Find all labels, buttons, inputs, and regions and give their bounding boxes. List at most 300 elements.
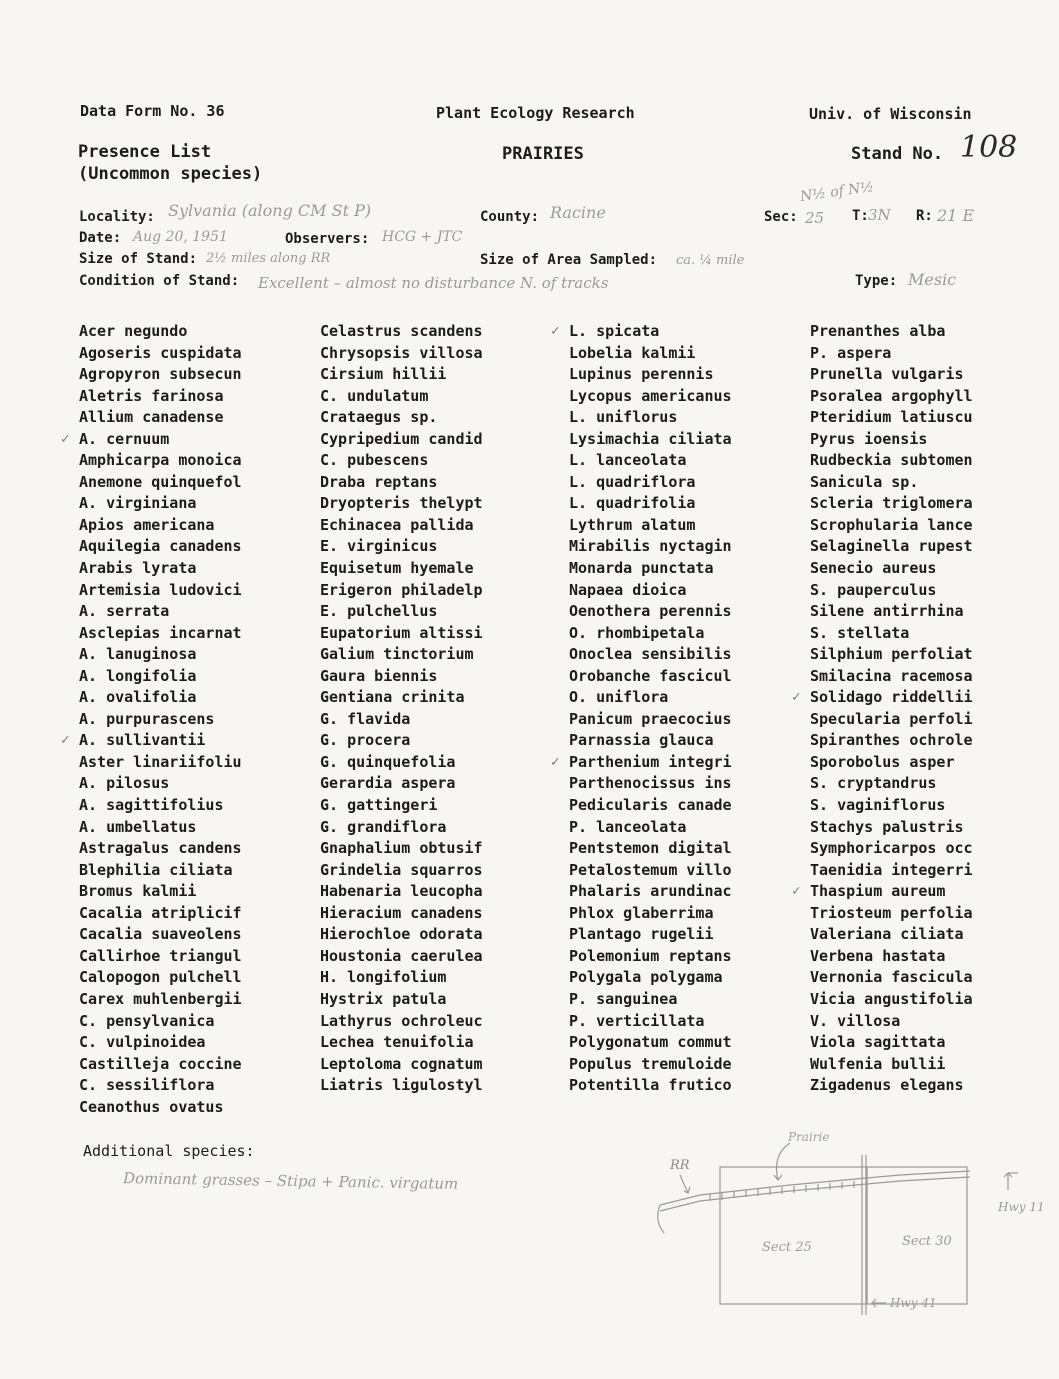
species-name: G. grandiflora: [320, 817, 447, 836]
species-item: [810, 558, 973, 580]
species-name: A. sullivantii: [79, 731, 206, 750]
species-name: V. villosa: [810, 1011, 901, 1030]
species-item: [810, 580, 973, 602]
species-item: [810, 752, 973, 774]
species-name: L. quadrifolia: [569, 494, 696, 513]
species-name: Habenaria leucopha: [320, 882, 483, 901]
species-item: [810, 838, 973, 860]
condition-value: Excellent – almost no disturbance N. of tracks: [258, 274, 609, 292]
species-name: Senecio aureus: [810, 559, 937, 578]
species-name: P. verticillata: [569, 1011, 705, 1030]
species-name: Crataegus sp.: [320, 408, 438, 427]
species-name: Galium tinctorium: [320, 645, 474, 664]
species-name: Oenothera perennis: [569, 602, 732, 621]
species-item: [320, 1032, 483, 1054]
species-name: Hieracium canadens: [320, 903, 483, 922]
species-name: Lechea tenuifolia: [320, 1033, 474, 1052]
species-name: Castilleja coccine: [79, 1054, 242, 1073]
species-name: Amphicarpa monoica: [79, 451, 242, 470]
species-name: Ceanothus ovatus: [79, 1097, 224, 1116]
species-item: [810, 623, 973, 645]
species-name: Pteridium latiuscu: [810, 408, 973, 427]
species-item: [79, 515, 242, 537]
species-item: [810, 429, 973, 451]
species-item: [79, 709, 242, 731]
hwy-bottom-label: Hwy 41: [890, 1296, 937, 1310]
species-name: Aster linariifoliu: [79, 752, 242, 771]
species-item: [79, 623, 242, 645]
species-item: [79, 472, 242, 494]
species-item: [79, 773, 242, 795]
species-item: [810, 1011, 973, 1033]
prairie-label: Prairie: [788, 1130, 830, 1144]
species-name: E. pulchellus: [320, 602, 438, 621]
species-item: [320, 752, 483, 774]
species-item: [79, 364, 242, 386]
species-name: Pedicularis canade: [569, 796, 732, 815]
species-name: Lobelia kalmii: [569, 343, 696, 362]
species-item: [79, 967, 242, 989]
species-item: [569, 924, 732, 946]
species-item: [79, 321, 242, 343]
species-item: [810, 989, 973, 1011]
species-name: S. stellata: [810, 623, 910, 642]
rr-label: RR: [670, 1158, 690, 1173]
species-item: [79, 536, 242, 558]
species-item: [320, 343, 483, 365]
checkmark-icon: ✓: [61, 430, 70, 447]
species-name: Populus tremuloide: [569, 1054, 732, 1073]
species-item: [569, 946, 732, 968]
species-item: [551, 752, 732, 774]
species-item: [320, 1011, 483, 1033]
species-item: [792, 687, 973, 709]
species-name: Zigadenus elegans: [810, 1076, 964, 1095]
species-item: [79, 817, 242, 839]
species-item: [320, 666, 483, 688]
species-item: [320, 903, 483, 925]
sect-25-label: Sect 25: [762, 1240, 812, 1255]
species-name: Lythrum alatum: [569, 515, 696, 534]
species-item: [810, 903, 973, 925]
species-item: [569, 386, 732, 408]
species-name: A. cernuum: [79, 429, 170, 448]
species-item: [320, 773, 483, 795]
species-item: [320, 472, 483, 494]
species-item: [810, 1054, 973, 1076]
species-name: Agoseris cuspidata: [79, 343, 242, 362]
species-name: Plantago rugelii: [569, 925, 714, 944]
species-name: A. lanuginosa: [79, 645, 197, 664]
species-item: [320, 515, 483, 537]
species-name: G. procera: [320, 731, 411, 750]
county-label: County:: [480, 209, 540, 225]
species-name: Cacalia atriplicif: [79, 903, 242, 922]
species-item: [79, 343, 242, 365]
species-name: S. cryptandrus: [810, 774, 937, 793]
species-item: [569, 1054, 732, 1076]
species-name: Carex muhlenbergii: [79, 989, 242, 1008]
species-item: [569, 709, 732, 731]
species-item: [810, 666, 973, 688]
species-item: [320, 1075, 483, 1097]
species-item: [320, 450, 483, 472]
species-name: Scrophularia lance: [810, 515, 973, 534]
species-name: Apios americana: [79, 515, 215, 534]
species-name: Mirabilis nyctagin: [569, 537, 732, 556]
date-label: Date:: [79, 230, 122, 246]
species-item: [810, 1032, 973, 1054]
species-name: L. lanceolata: [569, 451, 687, 470]
species-item: [320, 967, 483, 989]
species-item: [810, 730, 973, 752]
species-name: C. vulpinoidea: [79, 1033, 206, 1052]
species-name: Valeriana ciliata: [810, 925, 964, 944]
species-name: Hierochloe odorata: [320, 925, 483, 944]
area-sampled-label: Size of Area Sampled:: [480, 252, 658, 268]
species-item: [569, 687, 732, 709]
species-name: Erigeron philadelp: [320, 580, 483, 599]
species-item: [810, 773, 973, 795]
location-sketch-map: [640, 1125, 1059, 1325]
species-name: A. virginiana: [79, 494, 197, 513]
species-item: [320, 364, 483, 386]
species-item: [320, 946, 483, 968]
township-label: T:: [852, 208, 869, 224]
species-item: [569, 343, 732, 365]
species-name: Specularia perfoli: [810, 709, 973, 728]
species-item: [810, 1075, 973, 1097]
species-item: [320, 386, 483, 408]
checkmark-icon: ✓: [792, 883, 801, 900]
species-name: Vernonia fascicula: [810, 968, 973, 987]
species-name: Parnassia glauca: [569, 731, 714, 750]
species-name: Dryopteris thelypt: [320, 494, 483, 513]
species-name: Scleria triglomera: [810, 494, 973, 513]
species-item: [569, 515, 732, 537]
species-item: [320, 795, 483, 817]
species-name: Draba reptans: [320, 472, 438, 491]
species-column-1: [61, 321, 242, 1118]
species-name: Prunella vulgaris: [810, 365, 964, 384]
species-name: A. umbellatus: [79, 817, 197, 836]
species-name: A. serrata: [79, 602, 170, 621]
species-name: Smilacina racemosa: [810, 666, 973, 685]
species-name: Echinacea pallida: [320, 515, 474, 534]
form-number: Data Form No. 36: [80, 102, 225, 120]
species-item: [569, 644, 732, 666]
species-name: E. virginicus: [320, 537, 438, 556]
species-name: Asclepias incarnat: [79, 623, 242, 642]
species-item: [320, 601, 483, 623]
species-name: Agropyron subsecun: [79, 365, 242, 384]
locality-label: Locality:: [79, 209, 155, 225]
species-item: [569, 817, 732, 839]
species-item: [79, 450, 242, 472]
type-value: Mesic: [908, 270, 957, 289]
species-column-2: [320, 321, 483, 1097]
species-item: [79, 881, 242, 903]
species-name: Lysimachia ciliata: [569, 429, 732, 448]
species-item: [320, 623, 483, 645]
species-item: [320, 817, 483, 839]
species-name: P. lanceolata: [569, 817, 687, 836]
species-item: [810, 946, 973, 968]
species-item: [320, 558, 483, 580]
species-name: Phlox glaberrima: [569, 903, 714, 922]
species-name: Cirsium hillii: [320, 365, 447, 384]
species-name: G. gattingeri: [320, 796, 438, 815]
species-item: [320, 687, 483, 709]
observers-label: Observers:: [285, 231, 370, 247]
species-item: [79, 752, 242, 774]
species-item: [810, 795, 973, 817]
species-item: [320, 730, 483, 752]
species-item: [810, 709, 973, 731]
species-item: [569, 472, 732, 494]
species-name: Sanicula sp.: [810, 472, 919, 491]
species-item: [569, 967, 732, 989]
species-name: G. quinquefolia: [320, 752, 456, 771]
species-item: [320, 924, 483, 946]
species-item: [810, 321, 973, 343]
species-item: [810, 644, 973, 666]
species-item: [320, 881, 483, 903]
organization: Plant Ecology Research: [436, 104, 635, 122]
species-name: Silene antirrhina: [810, 602, 964, 621]
species-item: [79, 1032, 242, 1054]
species-name: Onoclea sensibilis: [569, 645, 732, 664]
species-item: [320, 838, 483, 860]
species-name: L. quadriflora: [569, 472, 696, 491]
species-item: [79, 386, 242, 408]
species-name: Cacalia suaveolens: [79, 925, 242, 944]
species-name: Artemisia ludovici: [79, 580, 242, 599]
species-name: Monarda punctata: [569, 559, 714, 578]
species-name: Celastrus scandens: [320, 322, 483, 340]
species-name: G. flavida: [320, 709, 411, 728]
species-name: Viola sagittata: [810, 1033, 946, 1052]
uncommon-species-subtitle: (Uncommon species): [78, 164, 263, 184]
species-item: [792, 881, 973, 903]
species-name: Liatris ligulostyl: [320, 1076, 483, 1095]
species-name: Prenanthes alba: [810, 322, 946, 340]
species-item: [320, 989, 483, 1011]
species-name: S. pauperculus: [810, 580, 937, 599]
species-name: Selaginella rupest: [810, 537, 973, 556]
date-value: Aug 20, 1951: [133, 229, 228, 245]
species-item: [551, 321, 732, 343]
species-item: [320, 709, 483, 731]
species-item: [79, 644, 242, 666]
stand-number-value: 108: [960, 130, 1018, 165]
species-item: [79, 558, 242, 580]
hwy-right-label: Hwy 11: [998, 1200, 1045, 1214]
species-name: Gentiana crinita: [320, 688, 465, 707]
additional-species-value: Dominant grasses – Stipa + Panic. virgatum: [122, 1169, 459, 1193]
species-name: S. vaginiflorus: [810, 796, 946, 815]
county-value: Racine: [550, 203, 606, 222]
species-item: [810, 450, 973, 472]
species-item: [79, 687, 242, 709]
species-item: [569, 903, 732, 925]
species-item: [810, 860, 973, 882]
species-item: [569, 536, 732, 558]
species-item: [320, 860, 483, 882]
checkmark-icon: ✓: [551, 753, 560, 770]
species-name: Rudbeckia subtomen: [810, 451, 973, 470]
species-item: [320, 493, 483, 515]
species-name: Lycopus americanus: [569, 386, 732, 405]
species-name: Grindelia squarros: [320, 860, 483, 879]
presence-list-title: Presence List: [78, 142, 212, 162]
species-name: Verbena hastata: [810, 946, 946, 965]
species-item: [569, 450, 732, 472]
locality-value: Sylvania (along CM St P): [168, 201, 372, 220]
species-item: [810, 364, 973, 386]
species-name: Aletris farinosa: [79, 386, 224, 405]
species-name: Spiranthes ochrole: [810, 731, 973, 750]
species-name: Leptoloma cognatum: [320, 1054, 483, 1073]
species-item: [79, 666, 242, 688]
species-item: [320, 321, 483, 343]
species-item: [810, 924, 973, 946]
species-name: Phalaris arundinac: [569, 882, 732, 901]
species-item: [569, 838, 732, 860]
species-item: [569, 558, 732, 580]
species-item: [79, 989, 242, 1011]
species-item: [79, 1097, 242, 1119]
species-item: [569, 773, 732, 795]
species-item: [569, 666, 732, 688]
species-name: Petalostemum villo: [569, 860, 732, 879]
species-item: [569, 1032, 732, 1054]
species-name: L. uniflorus: [569, 408, 678, 427]
species-name: Gerardia aspera: [320, 774, 456, 793]
species-name: P. aspera: [810, 343, 892, 362]
species-item: [810, 343, 973, 365]
species-name: Eupatorium altissi: [320, 623, 483, 642]
species-item: [569, 407, 732, 429]
species-column-3: [551, 321, 732, 1097]
prairies-title: PRAIRIES: [502, 144, 584, 164]
species-item: [320, 644, 483, 666]
species-name: Stachys palustris: [810, 817, 964, 836]
species-name: Polygonatum commut: [569, 1033, 732, 1052]
species-name: Solidago riddellii: [810, 688, 973, 707]
species-name: Vicia angustifolia: [810, 989, 973, 1008]
species-item: [569, 601, 732, 623]
species-name: Napaea dioica: [569, 580, 687, 599]
species-name: Calopogon pulchell: [79, 968, 242, 987]
species-item: [320, 580, 483, 602]
species-item: [61, 429, 242, 451]
section-value: 25: [805, 209, 825, 227]
species-item: [320, 407, 483, 429]
area-sampled-value: ca. ¼ mile: [676, 253, 745, 268]
species-name: Callirhoe triangul: [79, 946, 242, 965]
species-item: [569, 1011, 732, 1033]
species-name: Anemone quinquefol: [79, 472, 242, 491]
checkmark-icon: ✓: [792, 689, 801, 706]
species-name: Taenidia integerri: [810, 860, 973, 879]
section-note: N½ of N½: [799, 178, 875, 206]
species-name: Bromus kalmii: [79, 882, 197, 901]
species-name: Parthenium integri: [569, 752, 732, 771]
species-name: Panicum praecocius: [569, 709, 732, 728]
species-name: Arabis lyrata: [79, 559, 197, 578]
species-name: Chrysopsis villosa: [320, 343, 483, 362]
species-item: [569, 881, 732, 903]
species-name: Polemonium reptans: [569, 946, 732, 965]
species-name: Symphoricarpos occ: [810, 839, 973, 858]
range-label: R:: [916, 208, 933, 224]
species-item: [810, 817, 973, 839]
species-name: A. sagittifolius: [79, 796, 224, 815]
observers-value: HCG + JTC: [382, 229, 463, 245]
species-name: Pyrus ioensis: [810, 429, 928, 448]
checkmark-icon: ✓: [61, 732, 70, 749]
township-value: 3N: [868, 206, 891, 224]
species-name: Lathyrus ochroleuc: [320, 1011, 483, 1030]
additional-species-label: Additional species:: [83, 1142, 255, 1160]
species-item: [79, 860, 242, 882]
species-name: Polygala polygama: [569, 968, 723, 987]
species-item: [569, 429, 732, 451]
species-name: O. rhombipetala: [569, 623, 705, 642]
university: Univ. of Wisconsin: [809, 105, 972, 123]
species-column-4: [792, 321, 973, 1097]
species-name: C. pensylvanica: [79, 1011, 215, 1030]
species-item: [79, 1075, 242, 1097]
species-item: [569, 730, 732, 752]
condition-label: Condition of Stand:: [79, 273, 240, 289]
species-name: Gnaphalium obtusif: [320, 839, 483, 858]
species-name: C. pubescens: [320, 451, 429, 470]
species-item: [79, 407, 242, 429]
species-name: Psoralea argophyll: [810, 386, 973, 405]
species-item: [569, 580, 732, 602]
size-of-stand-value: 2½ miles along RR: [206, 251, 331, 266]
species-name: Parthenocissus ins: [569, 774, 732, 793]
species-item: [79, 1054, 242, 1076]
species-name: Acer negundo: [79, 322, 188, 340]
species-item: [79, 493, 242, 515]
species-item: [320, 429, 483, 451]
species-name: P. sanguinea: [569, 989, 678, 1008]
species-name: Wulfenia bullii: [810, 1054, 946, 1073]
species-item: [569, 989, 732, 1011]
species-item: [320, 1054, 483, 1076]
species-name: Houstonia caerulea: [320, 946, 483, 965]
species-item: [810, 536, 973, 558]
species-item: [569, 364, 732, 386]
stand-number-label: Stand No.: [851, 144, 944, 164]
species-item: [810, 967, 973, 989]
species-name: Hystrix patula: [320, 989, 447, 1008]
species-item: [810, 386, 973, 408]
species-item: [79, 924, 242, 946]
species-item: [569, 623, 732, 645]
species-name: Gaura biennis: [320, 666, 438, 685]
species-item: [810, 407, 973, 429]
species-name: Sporobolus asper: [810, 752, 955, 771]
species-name: O. uniflora: [569, 688, 669, 707]
species-item: [810, 515, 973, 537]
species-name: C. sessiliflora: [79, 1076, 215, 1095]
species-item: [569, 1075, 732, 1097]
species-name: Blephilia ciliata: [79, 860, 233, 879]
